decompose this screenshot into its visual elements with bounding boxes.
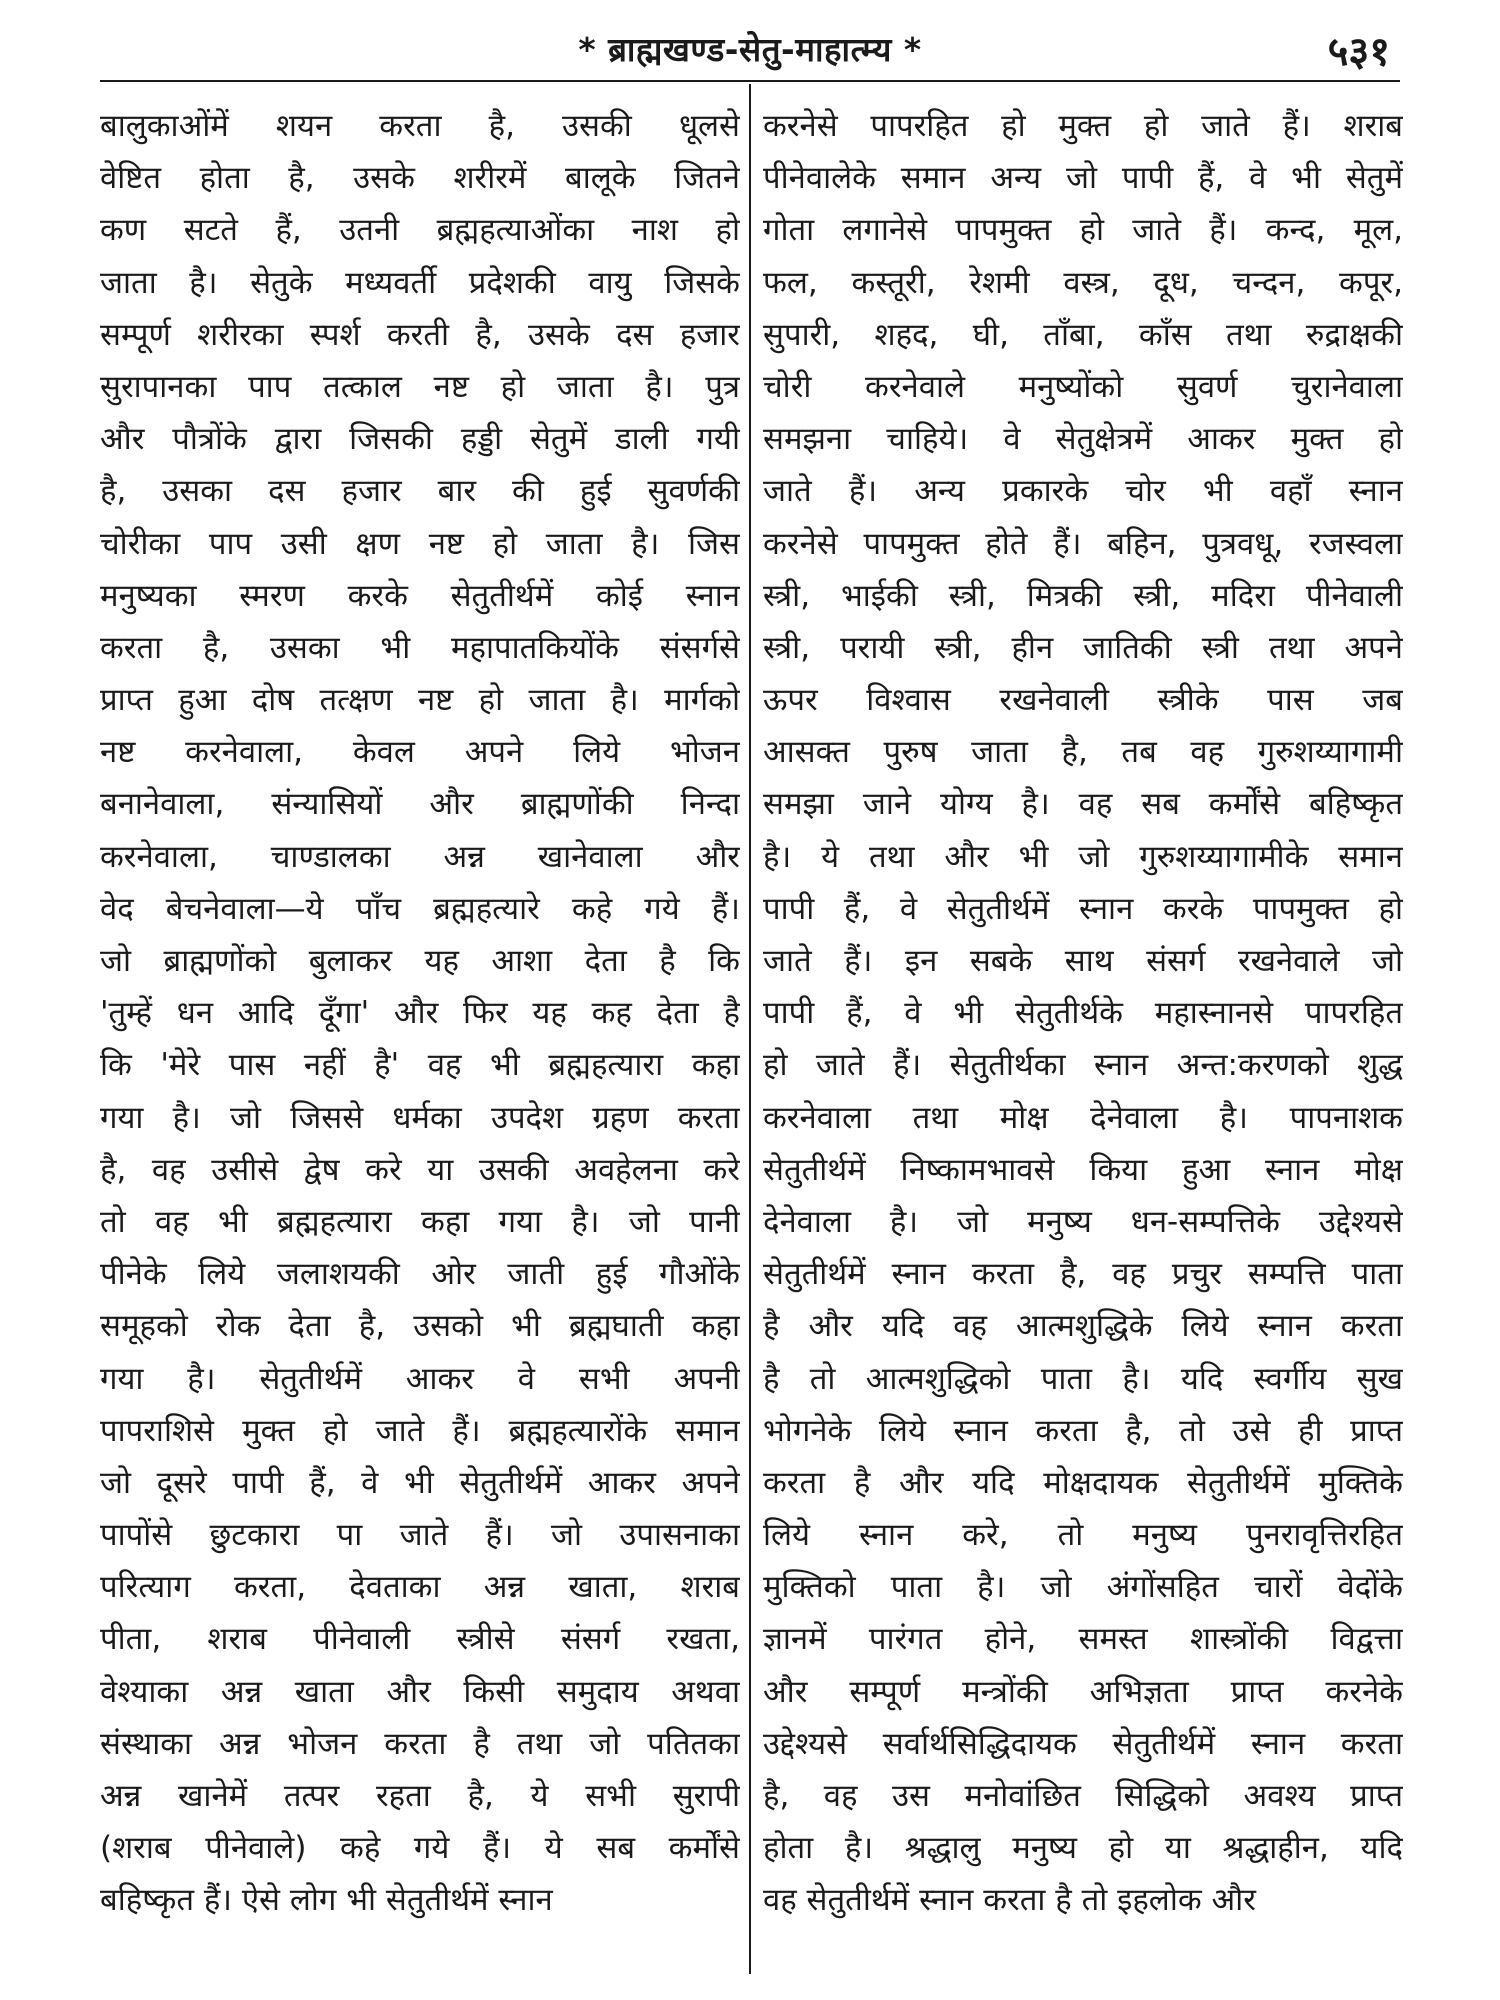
- text-line: करनेवाला तथा मोक्ष देनेवाला है। पापनाशक: [763, 1099, 1403, 1136]
- text-line: जाते हैं। अन्य प्रकारके चोर भी वहाँ स्नान: [763, 473, 1403, 510]
- page-number: ५३१: [1327, 29, 1390, 75]
- text-line: जो दूसरे पापी हैं, वे भी सेतुतीर्थमें आकर अपने: [100, 1464, 740, 1501]
- text-line: देनेवाला है। जो मनुष्य धन-सम्पत्तिके उद्देश्यसे: [763, 1203, 1403, 1240]
- text-line: परित्याग करता, देवताका अन्न खाता, शराब: [100, 1569, 740, 1606]
- text-line: समझा जाने योग्य है। वह सब कर्मोंसे बहिष्कृत: [763, 786, 1403, 823]
- text-line: पीनेवालेके समान अन्य जो पापी हैं, वे भी सेतुमें: [763, 160, 1403, 197]
- text-line: उद्देश्यसे सर्वार्थसिद्धिदायक सेतुतीर्थमें स्नान करता: [763, 1725, 1403, 1762]
- text-line: कि 'मेरे पास नहीं है' वह भी ब्रह्महत्यारा कहा: [100, 1047, 740, 1084]
- text-line: गोता लगानेसे पापमुक्त हो जाते हैं। कन्द, मूल,: [763, 212, 1403, 249]
- text-line: है तो आत्मशुद्धिको पाता है। यदि स्वर्गीय सुख: [763, 1360, 1403, 1397]
- text-line: है। ये तथा और भी जो गुरुशय्यागामीके समान: [763, 838, 1403, 875]
- text-line: है, उसका दस हजार बार की हुई सुवर्णकी: [100, 473, 740, 510]
- text-line: पापी हैं, वे भी सेतुतीर्थके महास्नानसे पापरहित: [763, 995, 1403, 1032]
- text-line: ऊपर विश्वास रखनेवाली स्त्रीके पास जब: [763, 682, 1403, 719]
- text-line: लिये स्नान करे, तो मनुष्य पुनरावृत्तिरहित: [763, 1517, 1403, 1554]
- text-line: पीनेके लिये जलाशयकी ओर जाती हुई गौओंके: [100, 1256, 740, 1293]
- text-line: मनुष्यका स्मरण करके सेतुतीर्थमें कोई स्नान: [100, 577, 740, 614]
- running-header: [100, 22, 1400, 74]
- text-line: तो वह भी ब्रह्महत्यारा कहा गया है। जो पानी: [100, 1203, 740, 1240]
- text-line: वेष्टित होता है, उसके शरीरमें बालूके जितने: [100, 160, 740, 197]
- text-line: गया है। जो जिससे धर्मका उपदेश ग्रहण करता: [100, 1099, 740, 1136]
- text-line: जाता है। सेतुके मध्यवर्ती प्रदेशकी वायु जिसके: [100, 264, 740, 301]
- text-line: पापराशिसे मुक्त हो जाते हैं। ब्रह्महत्यारोंके समान: [100, 1412, 740, 1449]
- text-line: वेद बेचनेवाला—ये पाँच ब्रह्महत्यारे कहे गये हैं।: [100, 890, 740, 927]
- text-line: करनेसे पापमुक्त होते हैं। बहिन, पुत्रवधू, रजस्वला: [763, 525, 1403, 562]
- text-line: करनेसे पापरहित हो मुक्त हो जाते हैं। शराब: [763, 108, 1403, 144]
- text-line: स्त्री, भाईकी स्त्री, मित्रकी स्त्री, मदिरा पीनेवाली: [763, 577, 1403, 614]
- text-line: सम्पूर्ण शरीरका स्पर्श करती है, उसके दस हजार: [100, 316, 740, 353]
- text-line: बालुकाओंमें शयन करता है, उसकी धूलसे: [100, 108, 740, 144]
- text-line: करता है और यदि मोक्षदायक सेतुतीर्थमें मुक्तिके: [763, 1464, 1403, 1501]
- text-line: करता है, उसका भी महापातकियोंके संसर्गसे: [100, 629, 740, 666]
- text-line: बनानेवाला, संन्यासियों और ब्राह्मणोंकी निन्दा: [100, 786, 740, 823]
- text-line: 'तुम्हें धन आदि दूँगा' और फिर यह कह देता है: [100, 995, 740, 1032]
- header-rule: [100, 80, 1400, 82]
- text-line: है, वह उस मनोवांछित सिद्धिको अवश्य प्राप्त: [763, 1778, 1403, 1814]
- text-line: संस्थाका अन्न भोजन करता है तथा जो पतितका: [100, 1725, 740, 1762]
- text-line: मुक्तिको पाता है। जो अंगोंसहित चारों वेदोंके: [763, 1569, 1403, 1606]
- text-line: कण सटते हैं, उतनी ब्रह्महत्याओंका नाश हो: [100, 212, 740, 249]
- text-line: अन्न खानेमें तत्पर रहता है, ये सभी सुरापी: [100, 1778, 740, 1814]
- text-line: गया है। सेतुतीर्थमें आकर वे सभी अपनी: [100, 1360, 740, 1397]
- text-line: होता है। श्रद्धालु मनुष्य हो या श्रद्धाहीन, यदि: [763, 1830, 1403, 1867]
- text-line: है और यदि वह आत्मशुद्धिके लिये स्नान करता: [763, 1308, 1403, 1345]
- text-line: पीता, शराब पीनेवाली स्त्रीसे संसर्ग रखता,: [100, 1621, 740, 1658]
- text-line: जाते हैं। इन सबके साथ संसर्ग रखनेवाले जो: [763, 943, 1403, 979]
- text-line: फल, कस्तूरी, रेशमी वस्त्र, दूध, चन्दन, कपूर,: [763, 264, 1403, 301]
- text-line: समझना चाहिये। वे सेतुक्षेत्रमें आकर मुक्त हो: [763, 421, 1403, 458]
- column-divider: [749, 84, 751, 1974]
- text-line: सुपारी, शहद, घी, ताँबा, काँस तथा रुद्राक्षकी: [763, 316, 1403, 353]
- text-line: पापोंसे छुटकारा पा जाते हैं। जो उपासनाका: [100, 1517, 740, 1554]
- text-line: भोगनेके लिये स्नान करता है, तो उसे ही प्राप्त: [763, 1412, 1403, 1449]
- right-column: [763, 100, 1403, 1980]
- text-line: नष्ट करनेवाला, केवल अपने लिये भोजन: [100, 734, 740, 771]
- text-line: चोरीका पाप उसी क्षण नष्ट हो जाता है। जिस: [100, 525, 740, 562]
- text-line: पापी हैं, वे सेतुतीर्थमें स्नान करके पापमुक्त हो: [763, 890, 1403, 927]
- text-line: आसक्त पुरुष जाता है, तब वह गुरुशय्यागामी: [763, 734, 1403, 771]
- left-column: [100, 100, 740, 1980]
- text-line: वह सेतुतीर्थमें स्नान करता है तो इहलोक और: [763, 1882, 1256, 1919]
- text-line: और सम्पूर्ण मन्त्रोंकी अभिज्ञता प्राप्त करनेके: [763, 1673, 1403, 1710]
- text-line: सेतुतीर्थमें निष्कामभावसे किया हुआ स्नान मोक्ष: [763, 1151, 1403, 1188]
- running-title: * ब्राह्मखण्ड-सेतु-माहात्म्य *: [578, 30, 922, 69]
- text-line: (शराब पीनेवाले) कहे गये हैं। ये सब कर्मोंसे: [100, 1830, 740, 1867]
- text-line: हो जाते हैं। सेतुतीर्थका स्नान अन्त:करणको शुद्ध: [763, 1047, 1403, 1084]
- text-line: सेतुतीर्थमें स्नान करता है, वह प्रचुर सम्पत्ति पाता: [763, 1256, 1403, 1293]
- text-line: और पौत्रोंके द्वारा जिसकी हड्डी सेतुमें डाली गयी: [100, 421, 740, 458]
- text-line: सुरापानका पाप तत्काल नष्ट हो जाता है। पुत्र: [100, 368, 740, 405]
- text-line: चोरी करनेवाले मनुष्योंको सुवर्ण चुरानेवाला: [763, 368, 1403, 405]
- text-line: स्त्री, परायी स्त्री, हीन जातिकी स्त्री तथा अपने: [763, 629, 1403, 666]
- text-line: जो ब्राह्मणोंको बुलाकर यह आशा देता है कि: [100, 943, 740, 979]
- text-line: है, वह उसीसे द्वेष करे या उसकी अवहेलना करे: [100, 1151, 740, 1188]
- text-line: समूहको रोक देता है, उसको भी ब्रह्मघाती कहा: [100, 1308, 740, 1345]
- text-line: प्राप्त हुआ दोष तत्क्षण नष्ट हो जाता है। मार्गको: [100, 682, 740, 719]
- text-line: ज्ञानमें पारंगत होने, समस्त शास्त्रोंकी विद्वत्ता: [763, 1621, 1403, 1658]
- text-line: वेश्याका अन्न खाता और किसी समुदाय अथवा: [100, 1673, 740, 1710]
- text-line: बहिष्कृत हैं। ऐसे लोग भी सेतुतीर्थमें स्नान: [100, 1882, 553, 1919]
- text-line: करनेवाला, चाण्डालका अन्न खानेवाला और: [100, 838, 740, 875]
